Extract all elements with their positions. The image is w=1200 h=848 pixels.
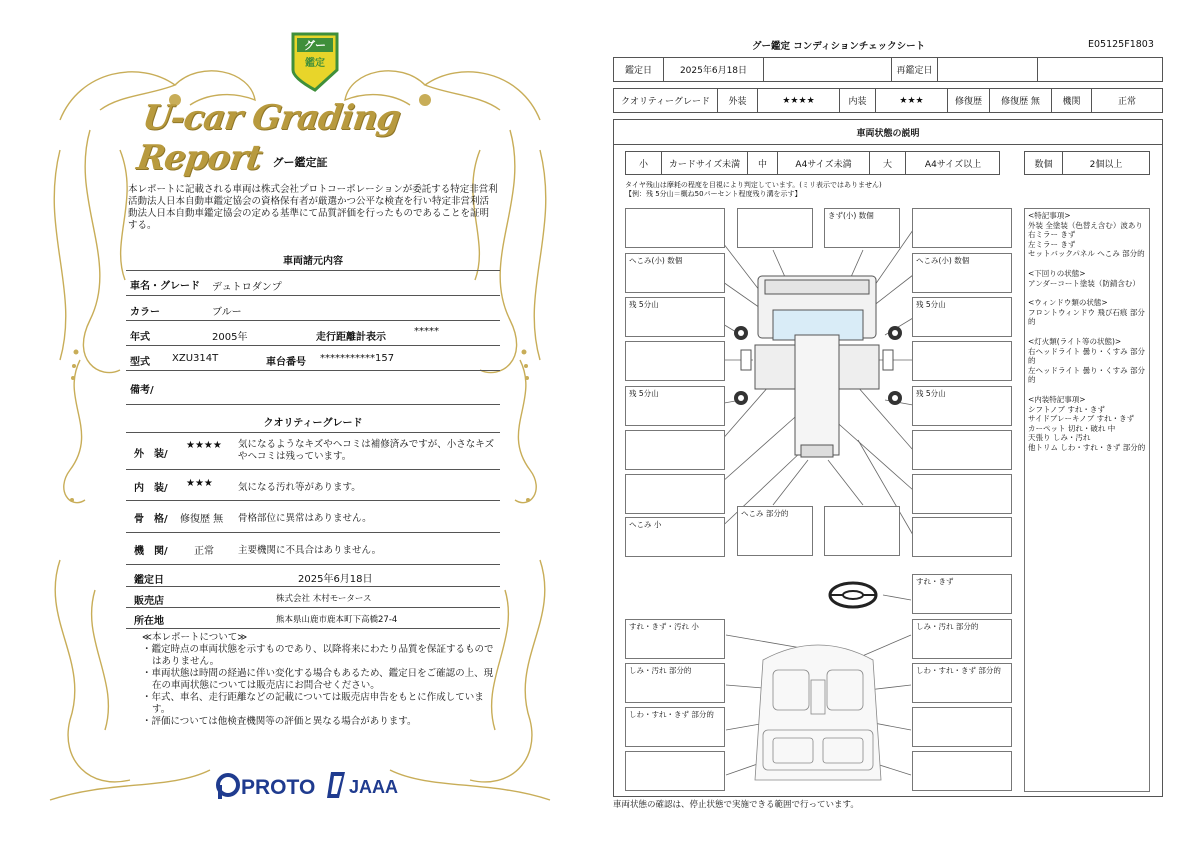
spec-label: 走行距離計表示 bbox=[316, 332, 386, 343]
report-script-title: U-car Grading Report bbox=[134, 98, 403, 178]
special-notes bbox=[1024, 208, 1150, 792]
repair-label: 修復歴 bbox=[948, 89, 990, 112]
spec-row-year bbox=[126, 321, 500, 346]
quality-label: クオリティーグレード bbox=[614, 89, 718, 112]
info-row-address bbox=[126, 608, 500, 629]
legend-medium: 中 bbox=[748, 152, 778, 174]
interior-box bbox=[912, 707, 1012, 747]
quality-grade: ★★★ bbox=[186, 478, 213, 489]
about-title: ≪本レポートについて≫ bbox=[142, 632, 248, 643]
spec-row-model bbox=[126, 346, 500, 371]
reinspect-label: 再鑑定日 bbox=[892, 58, 938, 81]
sheet-title: グー鑑定 コンディションチェックシート bbox=[752, 41, 926, 52]
notes-line: サイドブレーキノブ すれ・きず bbox=[1028, 414, 1135, 424]
quality-row-exterior bbox=[126, 433, 500, 470]
count-legend bbox=[1024, 151, 1150, 175]
steering-wheel-icon bbox=[830, 583, 876, 607]
spec-value: デュトロダンプ bbox=[212, 282, 282, 293]
damage-box bbox=[824, 506, 900, 556]
interior-box-rear-left: しわ・すれ・きず 部分的 bbox=[625, 707, 725, 747]
quality-row-engine bbox=[126, 533, 500, 565]
svg-text:グー: グー bbox=[304, 39, 326, 52]
spec-label: 年式 bbox=[130, 332, 150, 343]
certificate-intro: 本レポートに記載される車両は株式会社プロトコーポレーションが委託する特定非営利活動法人日本自動車鑑定協会の資格保有者が厳選かつ公平な検査を行い特定非営利活動法人日本自動車鑑定協会の定める基準にて品質評価を行ったものであることを証明する。 bbox=[128, 184, 498, 231]
damage-box bbox=[912, 517, 1012, 557]
notes-line: 左ヘッドライト 曇り・くすみ 部分的 bbox=[1028, 365, 1146, 385]
svg-text:鑑定: 鑑定 bbox=[305, 58, 325, 69]
interior-box-seat-left: しみ・汚れ 部分的 bbox=[625, 663, 725, 703]
spec-value: 2005年 bbox=[212, 332, 248, 343]
tire-note: タイヤ残山は摩耗の程度を目視により判定しています。(ミリ表示ではありません) bbox=[625, 181, 882, 189]
notes-group-interior bbox=[1028, 395, 1146, 453]
tire-box-right-front: 残 5分山 bbox=[912, 297, 1012, 337]
notes-head: <灯火類(ライト等の状態)> bbox=[1028, 336, 1122, 346]
goo-kantei-badge bbox=[287, 30, 343, 92]
repair-value: 修復歴 無 bbox=[990, 89, 1052, 112]
quality-label: 骨 格/ bbox=[134, 514, 168, 525]
date-blank bbox=[764, 58, 892, 81]
info-value: 株式会社 木村モータース bbox=[276, 594, 372, 604]
damage-box-right-front: へこみ(小) 数個 bbox=[912, 253, 1012, 293]
notes-head: <特記事項> bbox=[1028, 211, 1071, 220]
proto-logo-text: PROTO bbox=[241, 776, 316, 799]
quality-row-interior bbox=[126, 470, 500, 501]
info-value: 2025年6月18日 bbox=[298, 574, 373, 585]
engine-label: 機関 bbox=[1052, 89, 1092, 112]
notes-head: <下回りの状態> bbox=[1028, 268, 1086, 278]
damage-box-left-front: へこみ(小) 数個 bbox=[625, 253, 725, 293]
notes-line: 左ミラー きず bbox=[1028, 239, 1076, 249]
legend-large: 大 bbox=[870, 152, 906, 174]
quality-label: 内 装/ bbox=[134, 483, 168, 494]
spec-value: ブルー bbox=[212, 307, 242, 318]
damage-box bbox=[625, 341, 725, 381]
damage-box bbox=[912, 430, 1012, 470]
jaaa-logo bbox=[327, 772, 398, 798]
damage-box bbox=[912, 474, 1012, 514]
legend-large-desc: A4サイズ以上 bbox=[924, 159, 982, 170]
spec-label: カラー bbox=[130, 307, 160, 318]
interior-value: ★★★ bbox=[876, 89, 948, 112]
notes-line: 右ヘッドライト 曇り・くすみ 部分的 bbox=[1028, 346, 1146, 366]
size-legend bbox=[625, 151, 1000, 175]
quality-row-frame bbox=[126, 501, 500, 533]
notes-line: 右ミラー きず bbox=[1028, 230, 1076, 240]
about-item: ・年式、車名、走行距離などの記載については販売店申告をもとに作成しています。 bbox=[142, 692, 484, 715]
interior-box-steering: すれ・きず bbox=[912, 574, 1012, 614]
damage-box bbox=[625, 474, 725, 514]
spec-value: ***** bbox=[414, 326, 439, 337]
notes-line: 他トリム しわ・すれ・きず 部分的 bbox=[1028, 442, 1146, 452]
proto-logo bbox=[218, 775, 315, 799]
about-item: ・車両状態は時間の経過に伴い変化する場合もあるため、鑑定日をご確認の上、現在の車両状態については販売店にお問合せください。 bbox=[142, 668, 494, 691]
spec-row-name bbox=[126, 271, 500, 296]
legend-small-desc: カードサイズ未満 bbox=[662, 152, 748, 174]
quality-section-title: クオリティーグレード bbox=[263, 418, 363, 429]
spec-row-remarks bbox=[126, 371, 500, 405]
state-title-bar bbox=[613, 119, 1163, 145]
damage-box-rear-left: へこみ 小 bbox=[625, 517, 725, 557]
quality-grade: ★★★★ bbox=[186, 440, 222, 451]
notes-line: フロントウィンドウ 飛び石痕 部分的 bbox=[1028, 307, 1145, 327]
damage-box bbox=[625, 208, 725, 248]
quality-grade: 正常 bbox=[194, 546, 214, 557]
spec-value: XZU314T bbox=[172, 353, 219, 364]
engine-value: 正常 bbox=[1117, 97, 1136, 107]
notes-line: 天張り しみ・汚れ bbox=[1028, 433, 1091, 443]
legend-count-desc: 2個以上 bbox=[1089, 159, 1123, 170]
tire-note-example: 【例：残 5分山＝概ね50パーセント程度残り溝を示す】 bbox=[625, 190, 802, 198]
spec-value: ***********157 bbox=[320, 353, 395, 364]
tire-box-left-rear: 残 5分山 bbox=[625, 386, 725, 426]
sheet-id: E05125F1803 bbox=[1088, 39, 1154, 50]
spec-row-color bbox=[126, 296, 500, 321]
info-row-date bbox=[126, 565, 500, 587]
about-item: ・評価については他検査機関等の評価と異なる場合があります。 bbox=[142, 716, 417, 727]
footnote: 車両状態の確認は、停止状態で実施できる範囲で行っています。 bbox=[613, 800, 859, 810]
interior-box-dash-right: しみ・汚れ 部分的 bbox=[912, 619, 1012, 659]
about-item: ・鑑定時点の車両状態を示すものであり、以降将来にわたり品質を保証するものではありません。 bbox=[142, 644, 494, 667]
state-title: 車両状態の説明 bbox=[856, 128, 920, 139]
spec-label: 型式 bbox=[130, 357, 150, 368]
notes-line: カーペット 切れ・破れ 中 bbox=[1028, 423, 1116, 433]
legend-medium-desc: A4サイズ未満 bbox=[778, 152, 870, 174]
notes-head: <ウィンドウ類の状態> bbox=[1028, 298, 1108, 308]
legend-small: 小 bbox=[626, 152, 662, 174]
interior-box bbox=[912, 751, 1012, 791]
damage-box bbox=[912, 208, 1012, 248]
tire-box-right-rear: 残 5分山 bbox=[912, 386, 1012, 426]
quality-grade: 修復歴 無 bbox=[180, 514, 224, 525]
reinspect-value bbox=[938, 58, 1038, 81]
interior-box bbox=[625, 751, 725, 791]
quality-comment: 主要機関に不具合はありません。 bbox=[238, 545, 382, 556]
spec-section-title: 車両諸元内容 bbox=[283, 256, 343, 267]
notes-line: アンダーコート塗装（防錆含む） bbox=[1028, 278, 1140, 288]
spec-label: 備考/ bbox=[130, 385, 154, 396]
quality-comment: 骨格部位に異常はありません。 bbox=[238, 513, 372, 524]
quality-comment: 気になるようなキズやヘコミは補修済みですが、小さなキズやヘコミは残っています。 bbox=[238, 439, 495, 462]
damage-box bbox=[737, 208, 813, 248]
spec-label: 車台番号 bbox=[266, 357, 306, 368]
notes-group-lights bbox=[1028, 337, 1146, 385]
grade-row bbox=[613, 88, 1163, 113]
notes-line: シフトノブ すれ・きず bbox=[1028, 404, 1105, 414]
date-row bbox=[613, 57, 1163, 82]
damage-box bbox=[625, 430, 725, 470]
damage-box-front: きず(小) 数個 bbox=[824, 208, 900, 248]
damage-box bbox=[912, 341, 1012, 381]
quality-label: 外 装/ bbox=[134, 449, 168, 460]
info-label: 所在地 bbox=[134, 616, 164, 627]
certificate-title: グー鑑定証 bbox=[272, 156, 328, 169]
about-report bbox=[128, 632, 500, 728]
interior-box-dash-left: すれ・きず・汚れ 小 bbox=[625, 619, 725, 659]
info-label: 鑑定日 bbox=[134, 575, 164, 586]
quality-label: 機 関/ bbox=[134, 546, 168, 557]
quality-comment: 気になる汚れ等があります。 bbox=[238, 482, 361, 493]
notes-group-windows bbox=[1028, 298, 1146, 327]
legend-count: 数個 bbox=[1025, 152, 1063, 174]
exterior-value: ★★★★ bbox=[758, 89, 840, 112]
notes-group-underbody bbox=[1028, 269, 1146, 288]
footer-logos bbox=[215, 768, 415, 806]
date-value: 2025年6月18日 bbox=[664, 58, 764, 81]
cabin-interior bbox=[755, 645, 881, 780]
notes-head: <内装特記事項> bbox=[1028, 394, 1086, 404]
info-label: 販売店 bbox=[134, 596, 164, 607]
jaaa-logo-text: JAAA bbox=[349, 777, 399, 797]
info-row-dealer bbox=[126, 587, 500, 608]
exterior-label: 外装 bbox=[718, 89, 758, 112]
logos-svg bbox=[215, 768, 415, 802]
damage-box-rear: へこみ 部分的 bbox=[737, 506, 813, 556]
interior-label: 内装 bbox=[840, 89, 876, 112]
truck-top-view bbox=[741, 276, 893, 457]
date-label: 鑑定日 bbox=[614, 58, 664, 81]
notes-group-special bbox=[1028, 211, 1146, 259]
notes-line: セットバックパネル へこみ 部分的 bbox=[1028, 249, 1145, 259]
info-value: 熊本県山鹿市鹿本町下高橋27-4 bbox=[276, 615, 398, 625]
tire-box-left-front: 残 5分山 bbox=[625, 297, 725, 337]
notes-line: 外装 全塗装（色替え含む）波あり bbox=[1028, 220, 1143, 230]
interior-box-seat-right: しわ・すれ・きず 部分的 bbox=[912, 663, 1012, 703]
spec-label: 車名・グレード bbox=[130, 281, 200, 292]
